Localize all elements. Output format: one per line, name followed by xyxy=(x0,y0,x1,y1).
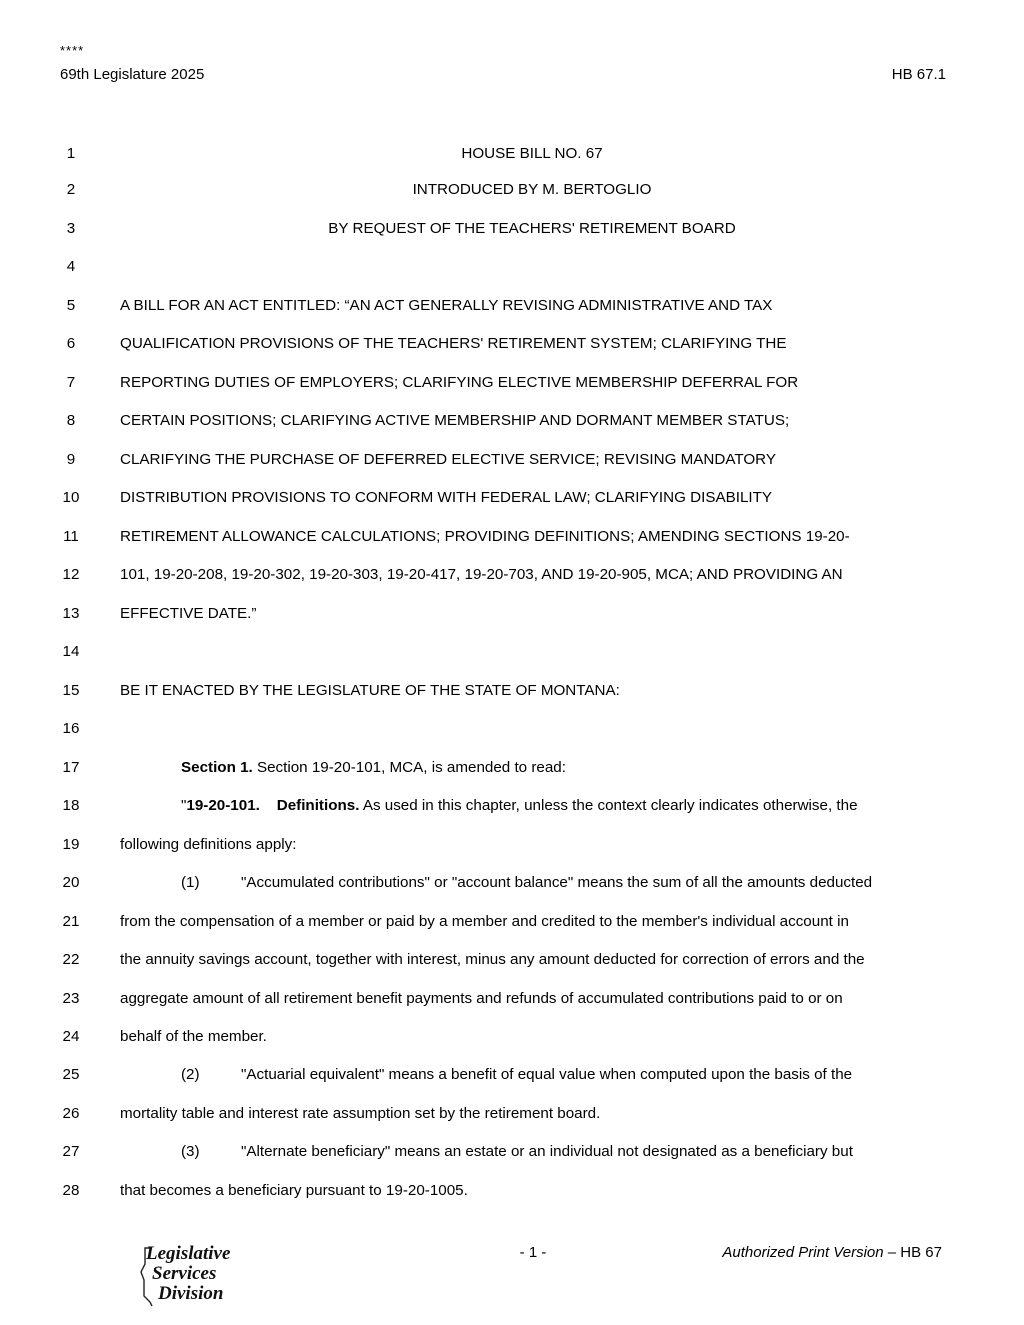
section-label: Section 1. xyxy=(181,759,253,776)
line-27 xyxy=(0,1140,1024,1164)
line-number: 2 xyxy=(66,181,76,198)
line-number: 15 xyxy=(62,682,80,699)
line-number: 21 xyxy=(62,913,80,930)
definition-item xyxy=(181,871,944,895)
line-11 xyxy=(0,525,1024,549)
line-26 xyxy=(0,1102,1024,1126)
definitions-text: As used in this chapter, unless the context clearly indicates otherwise, the xyxy=(359,797,858,814)
line-number: 4 xyxy=(66,258,76,275)
line-24 xyxy=(0,1025,1024,1049)
line-text: A BILL FOR AN ACT ENTITLED: “AN ACT GENERALLY REVISING ADMINISTRATIVE AND TAX xyxy=(120,297,773,314)
logo-word-3: Division xyxy=(158,1283,224,1304)
line-number: 25 xyxy=(62,1066,80,1083)
line-number: 22 xyxy=(62,951,80,968)
item-text: "Actuarial equivalent" means a benefit of equal value when computed upon the basis of the xyxy=(241,1066,853,1083)
line-text: that becomes a beneficiary pursuant to 19-20-1005. xyxy=(120,1182,468,1199)
footer-bill-id: HB 67 xyxy=(900,1244,942,1261)
by-request: BY REQUEST OF THE TEACHERS' RETIREMENT BOARD xyxy=(328,220,736,237)
line-number: 1 xyxy=(66,145,76,162)
line-number: 17 xyxy=(62,759,80,776)
line-21 xyxy=(0,910,1024,934)
open-quote: " xyxy=(181,797,187,814)
line-number: 6 xyxy=(66,335,76,352)
line-text: from the compensation of a member or paid by a member and credited to the member's individual account in xyxy=(120,913,849,930)
line-number: 26 xyxy=(62,1105,80,1122)
line-number: 9 xyxy=(66,451,76,468)
line-5 xyxy=(0,294,1024,318)
section-text: Section 19-20-101, MCA, is amended to read: xyxy=(252,759,566,776)
line-number: 7 xyxy=(66,374,76,391)
line-number: 18 xyxy=(62,797,80,814)
line-text: RETIREMENT ALLOWANCE CALCULATIONS; PROVIDING DEFINITIONS; AMENDING SECTIONS 19-20- xyxy=(120,528,850,545)
line-text: following definitions apply: xyxy=(120,836,297,853)
line-number: 28 xyxy=(62,1182,80,1199)
line-6 xyxy=(0,332,1024,356)
line-text: aggregate amount of all retirement benefit payments and refunds of accumulated contributions paid to or on xyxy=(120,990,843,1007)
logo-word-2: Services xyxy=(152,1263,217,1284)
line-23 xyxy=(0,987,1024,1011)
line-15 xyxy=(0,679,1024,703)
line-number: 16 xyxy=(62,720,80,737)
line-text: mortality table and interest rate assumption set by the retirement board. xyxy=(120,1105,601,1122)
definitions-label: 19-20-101. Definitions. xyxy=(186,797,360,814)
line-number: 19 xyxy=(62,836,80,853)
section-heading xyxy=(181,756,944,780)
legislature-label: 69th Legislature 2025 xyxy=(60,66,205,83)
line-text: the annuity savings account, together with interest, minus any amount deducted for correction of errors and the xyxy=(120,951,865,968)
line-text: QUALIFICATION PROVISIONS OF THE TEACHERS' RETIREMENT SYSTEM; CLARIFYING THE xyxy=(120,335,787,352)
line-3 xyxy=(0,217,1024,241)
line-number: 12 xyxy=(62,566,80,583)
line-18 xyxy=(0,794,1024,818)
item-text: "Accumulated contributions" or "account balance" means the sum of all the amounts deducted xyxy=(241,874,873,891)
line-text: behalf of the member. xyxy=(120,1028,267,1045)
line-16 xyxy=(0,717,1024,741)
header-stars: **** xyxy=(60,43,85,58)
line-text: CERTAIN POSITIONS; CLARIFYING ACTIVE MEMBERSHIP AND DORMANT MEMBER STATUS; xyxy=(120,412,790,429)
authorized-print-label xyxy=(722,1244,942,1261)
line-number: 23 xyxy=(62,990,80,1007)
line-12 xyxy=(0,563,1024,587)
line-28 xyxy=(0,1179,1024,1203)
line-1 xyxy=(0,142,1024,166)
line-10 xyxy=(0,486,1024,510)
enacting-clause: BE IT ENACTED BY THE LEGISLATURE OF THE STATE OF MONTANA: xyxy=(120,682,620,699)
line-17 xyxy=(0,756,1024,780)
line-4 xyxy=(0,255,1024,279)
line-number: 5 xyxy=(66,297,76,314)
item-text: "Alternate beneficiary" means an estate or an individual not designated as a beneficiary but xyxy=(241,1143,853,1160)
line-text: 101, 19-20-208, 19-20-302, 19-20-303, 19-20-417, 19-20-703, AND 19-20-905, MCA; AND PROVIDING AN xyxy=(120,566,843,583)
line-22 xyxy=(0,948,1024,972)
line-25 xyxy=(0,1063,1024,1087)
bill-title: HOUSE BILL NO. 67 xyxy=(461,145,603,162)
line-number: 27 xyxy=(62,1143,80,1160)
line-19 xyxy=(0,833,1024,857)
line-number: 3 xyxy=(66,220,76,237)
item-number: (3) xyxy=(181,1143,200,1160)
line-14 xyxy=(0,640,1024,664)
logo-word-1: Legislative xyxy=(146,1243,231,1264)
line-9 xyxy=(0,448,1024,472)
introduced-by: INTRODUCED BY M. BERTOGLIO xyxy=(412,181,652,198)
line-number: 20 xyxy=(62,874,80,891)
page-number: - 1 - xyxy=(519,1244,547,1261)
line-text: EFFECTIVE DATE.” xyxy=(120,605,257,622)
line-8 xyxy=(0,409,1024,433)
definitions-heading xyxy=(181,794,944,818)
line-number: 11 xyxy=(63,528,79,545)
line-text: REPORTING DUTIES OF EMPLOYERS; CLARIFYING ELECTIVE MEMBERSHIP DEFERRAL FOR xyxy=(120,374,799,391)
authorized-text: Authorized Print Version xyxy=(722,1244,884,1261)
item-number: (1) xyxy=(181,874,200,891)
line-number: 24 xyxy=(62,1028,80,1045)
line-number: 10 xyxy=(62,489,80,506)
line-2 xyxy=(0,178,1024,202)
line-number: 8 xyxy=(66,412,76,429)
item-number: (2) xyxy=(181,1066,200,1083)
line-text: DISTRIBUTION PROVISIONS TO CONFORM WITH FEDERAL LAW; CLARIFYING DISABILITY xyxy=(120,489,773,506)
bill-id-label: HB 67.1 xyxy=(891,66,946,83)
line-7 xyxy=(0,371,1024,395)
definition-item xyxy=(181,1063,944,1087)
line-13 xyxy=(0,602,1024,626)
line-number: 13 xyxy=(62,605,80,622)
line-text: CLARIFYING THE PURCHASE OF DEFERRED ELECTIVE SERVICE; REVISING MANDATORY xyxy=(120,451,777,468)
line-number: 14 xyxy=(62,643,80,660)
line-20 xyxy=(0,871,1024,895)
authorized-dash: – xyxy=(883,1244,901,1261)
definition-item xyxy=(181,1140,944,1164)
